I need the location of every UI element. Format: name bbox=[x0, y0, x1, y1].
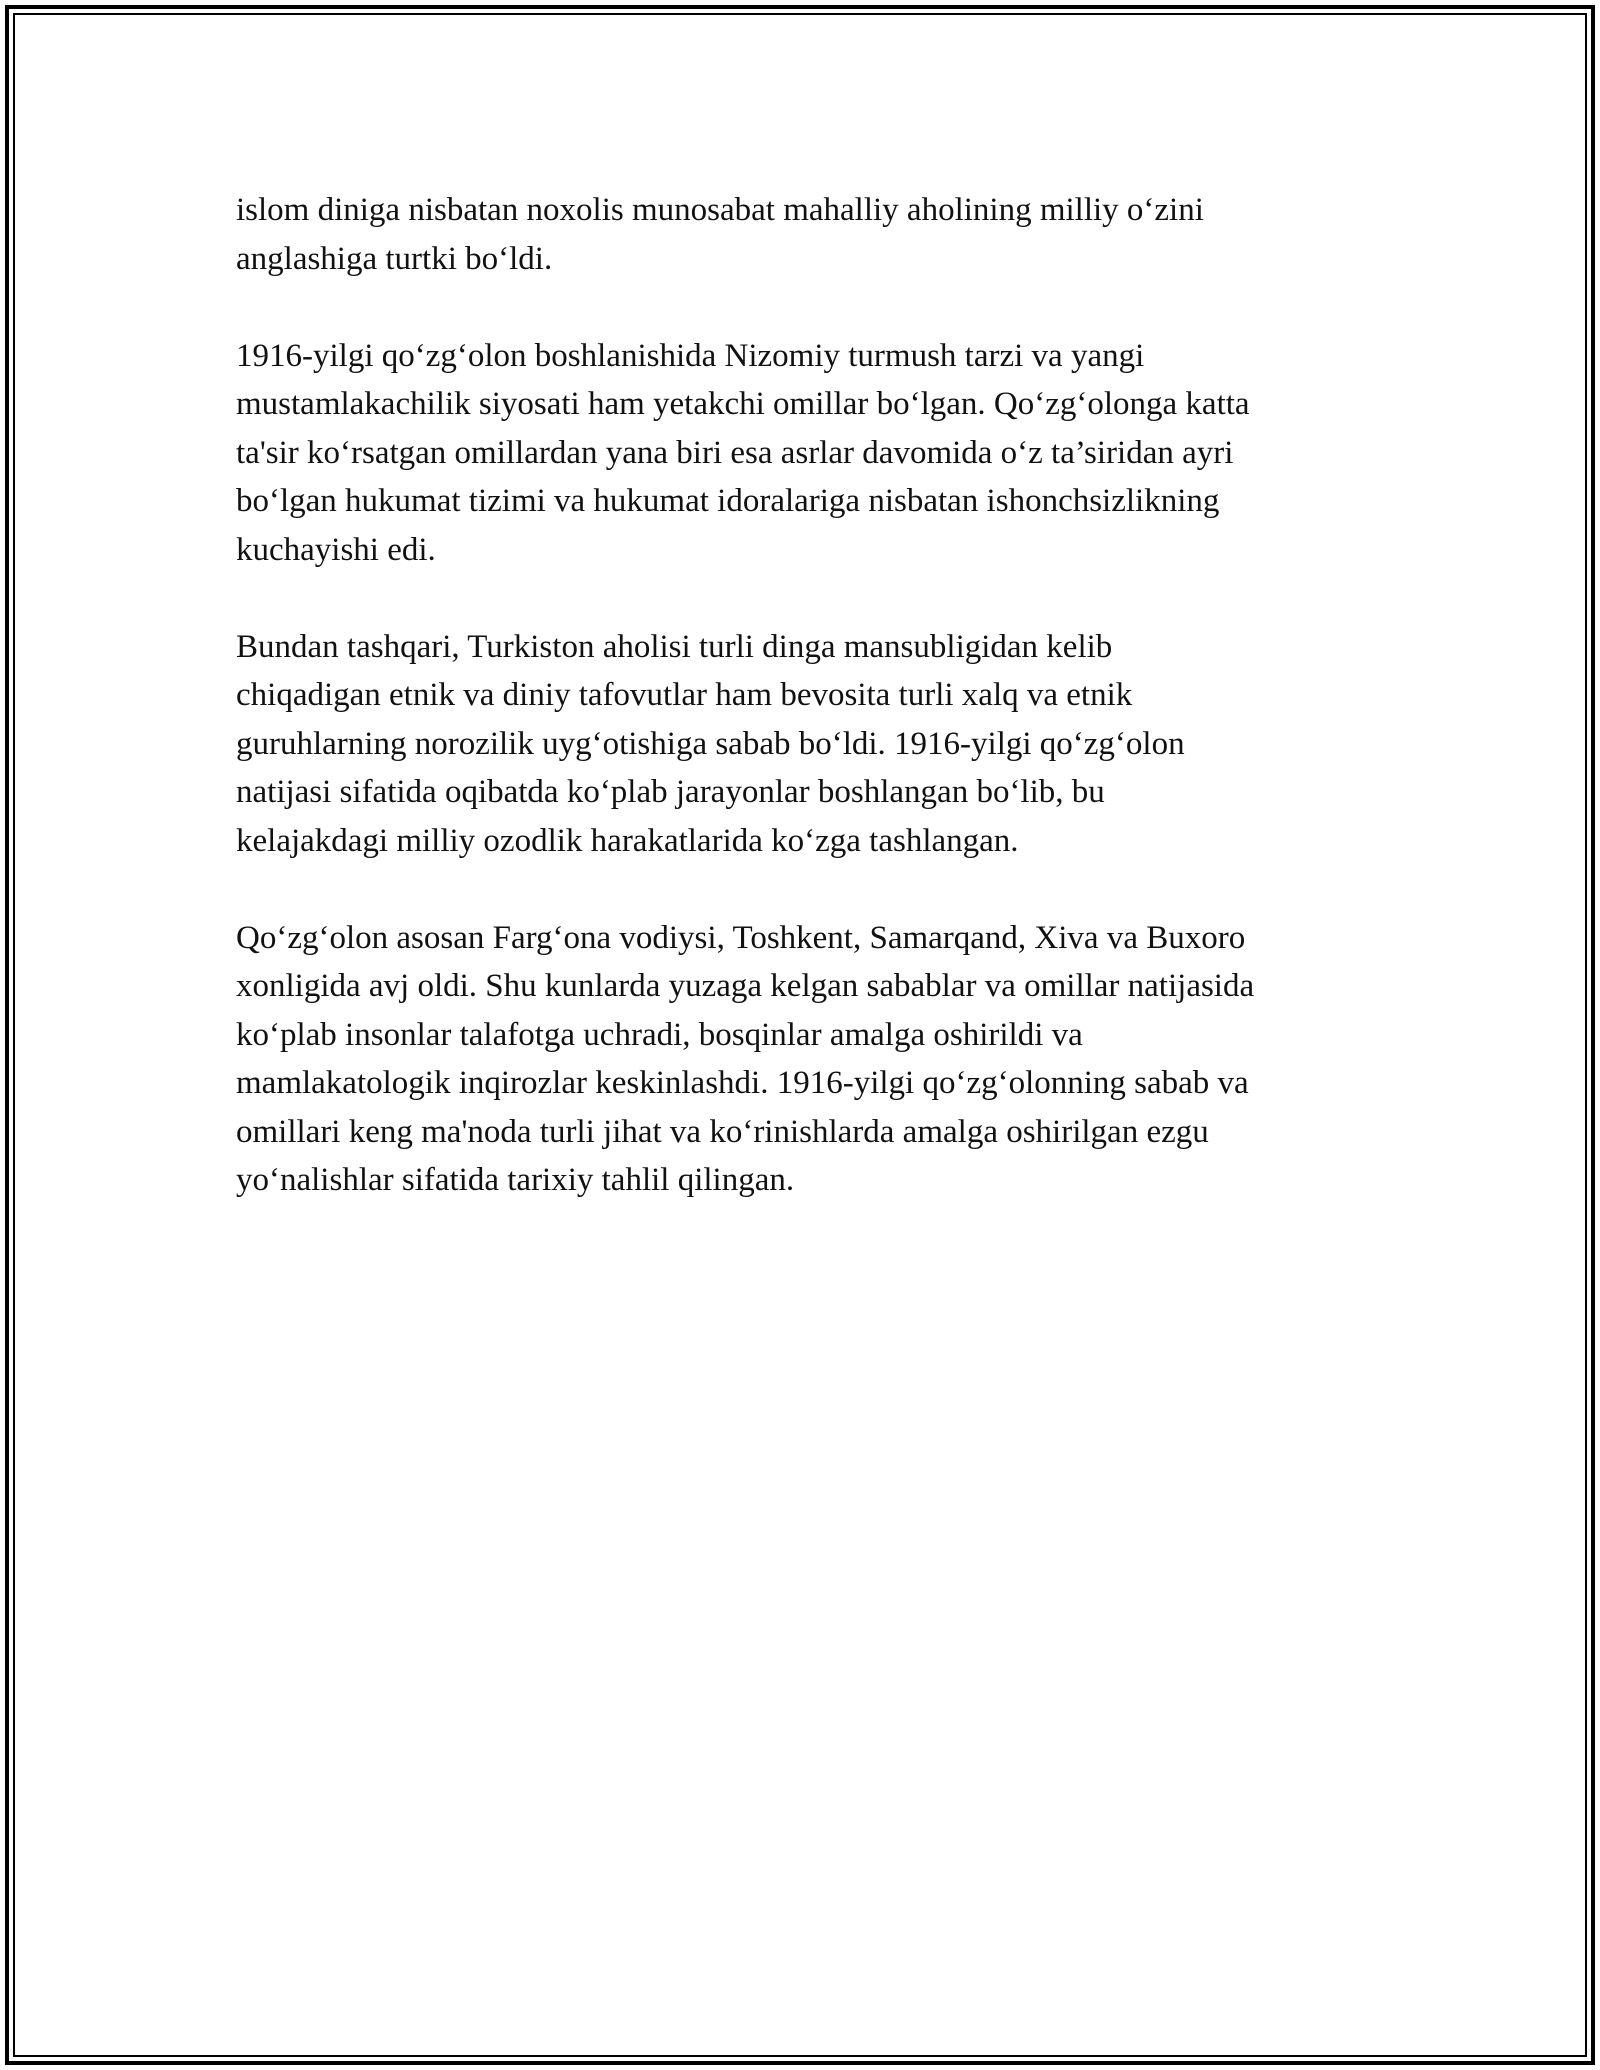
text-line: islom diniga nisbatan noxolis munosabat mahalliy aholining milliy o‘zini bbox=[236, 192, 1204, 228]
text-line: mamlakatologik inqirozlar keskinlashdi. 1916-yilgi qo‘zg‘olonning sabab va bbox=[236, 1065, 1249, 1101]
text-line: bo‘lgan hukumat tizimi va hukumat idoralariga nisbatan ishonchsizlikning bbox=[236, 483, 1220, 519]
text-line: 1916-yilgi qo‘zg‘olon boshlanishida Nizomiy turmush tarzi va yangi bbox=[236, 337, 1145, 374]
text-line: xonligida avj oldi. Shu kunlarda yuzaga kelgan sabablar va omillar natijasida bbox=[236, 968, 1255, 1004]
text-line: Bundan tashqari, Turkiston aholisi turli dinga mansubligidan kelib bbox=[236, 628, 1113, 665]
text-line: anglashiga turtki bo‘ldi. bbox=[236, 240, 553, 277]
paragraph-1 bbox=[236, 186, 1386, 283]
text-line: mustamlakachilik siyosati ham yetakchi omillar bo‘lgan. Qo‘zg‘olonga katta bbox=[236, 386, 1250, 422]
document-body bbox=[236, 186, 1386, 1205]
text-line: ko‘plab insonlar talafotga uchradi, bosqinlar amalga oshirildi va bbox=[236, 1016, 1083, 1053]
text-line: Qo‘zg‘olon asosan Farg‘ona vodiysi, Toshkent, Samarqand, Xiva va Buxoro bbox=[236, 919, 1246, 956]
paragraph-4 bbox=[236, 914, 1386, 1205]
text-line: ta'sir ko‘rsatgan omillardan yana biri esa asrlar davomida o‘z ta’siridan ayri bbox=[236, 434, 1234, 471]
text-line: natijasi sifatida oqibatda ko‘plab jarayonlar boshlangan bo‘lib, bu bbox=[236, 774, 1105, 810]
text-line: omillari keng ma'noda turli jihat va ko‘rinishlarda amalga oshirilgan ezgu bbox=[236, 1113, 1209, 1150]
text-line: kuchayishi edi. bbox=[236, 531, 436, 568]
text-line: guruhlarning norozilik uyg‘otishiga sabab bo‘ldi. 1916-yilgi qo‘zg‘olon bbox=[236, 725, 1185, 762]
text-line: kelajakdagi milliy ozodlik harakatlarida ko‘zga tashlangan. bbox=[236, 822, 1019, 859]
paragraph-2 bbox=[236, 332, 1386, 575]
text-line: chiqadigan etnik va diniy tafovutlar ham bevosita turli xalq va etnik bbox=[236, 677, 1133, 713]
paragraph-3 bbox=[236, 623, 1386, 866]
text-line: yo‘nalishlar sifatida tarixiy tahlil qilingan. bbox=[236, 1162, 795, 1198]
